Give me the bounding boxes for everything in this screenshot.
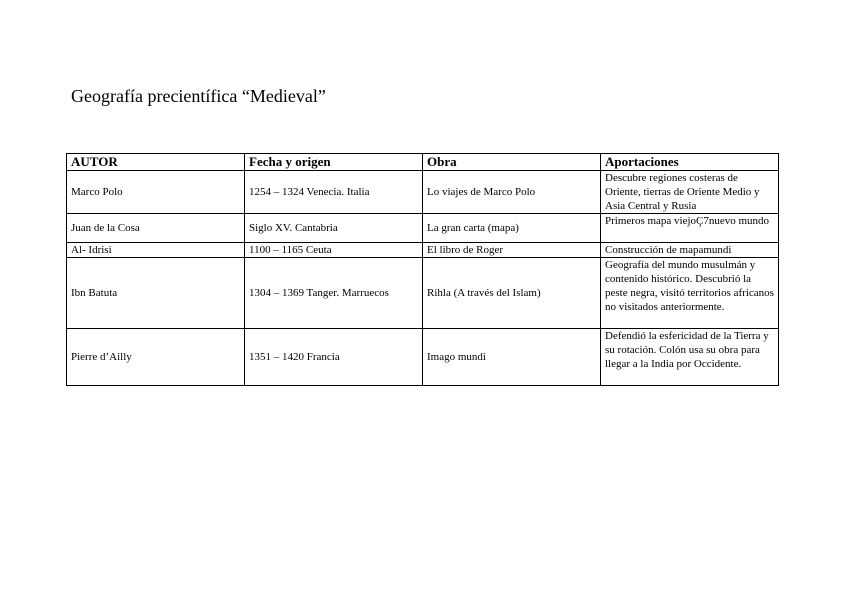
cell-fecha-origen: 1304 – 1369 Tanger. Marruecos [245,258,423,329]
cell-fecha-origen: 1254 – 1324 Venecia. Italia [245,171,423,214]
authors-table [66,153,779,386]
cell-aportaciones: Geografía del mundo musulmán y contenido histórico. Descubrió la peste negra, visitó territorios africanos no visitados anteriormente. [601,258,779,329]
cell-autor: Juan de la Cosa [67,214,245,243]
table-row [67,258,779,329]
table-row [67,214,779,243]
table-row [67,243,779,258]
cell-fecha-origen: 1351 – 1420 Francia [245,329,423,386]
cell-aportaciones: Construcción de mapamundi [601,243,779,258]
column-header-autor: AUTOR [67,154,245,171]
document-title: Geografía precientífica “Medieval” [71,86,326,106]
cell-fecha-origen: Siglo XV. Cantabria [245,214,423,243]
cell-autor: Ibn Batuta [67,258,245,329]
column-header-aportaciones: Aportaciones [601,154,779,171]
cell-obra: La gran carta (mapa) [423,214,601,243]
cell-autor: Pierre d’Ailly [67,329,245,386]
cell-autor: Marco Polo [67,171,245,214]
column-header-fecha-origen: Fecha y origen [245,154,423,171]
cell-fecha-origen: 1100 – 1165 Ceuta [245,243,423,258]
table-row [67,171,779,214]
cell-obra: Imago mundi [423,329,601,386]
cell-obra: El libro de Roger [423,243,601,258]
cell-obra: Rihla (A través del Islam) [423,258,601,329]
cell-autor: Al- Idrisi [67,243,245,258]
cell-obra: Lo viajes de Marco Polo [423,171,601,214]
table-header-row [67,154,779,171]
cell-aportaciones: Primeros mapa viejoÇ7nuevo mundo [601,214,779,243]
table-row [67,329,779,386]
cell-aportaciones: Defendió la esfericidad de la Tierra y su rotación. Colón usa su obra para llegar a la India por Occidente. [601,329,779,386]
cell-aportaciones: Descubre regiones costeras de Oriente, tierras de Oriente Medio y Asia Central y Rusia [601,171,779,214]
column-header-obra: Obra [423,154,601,171]
